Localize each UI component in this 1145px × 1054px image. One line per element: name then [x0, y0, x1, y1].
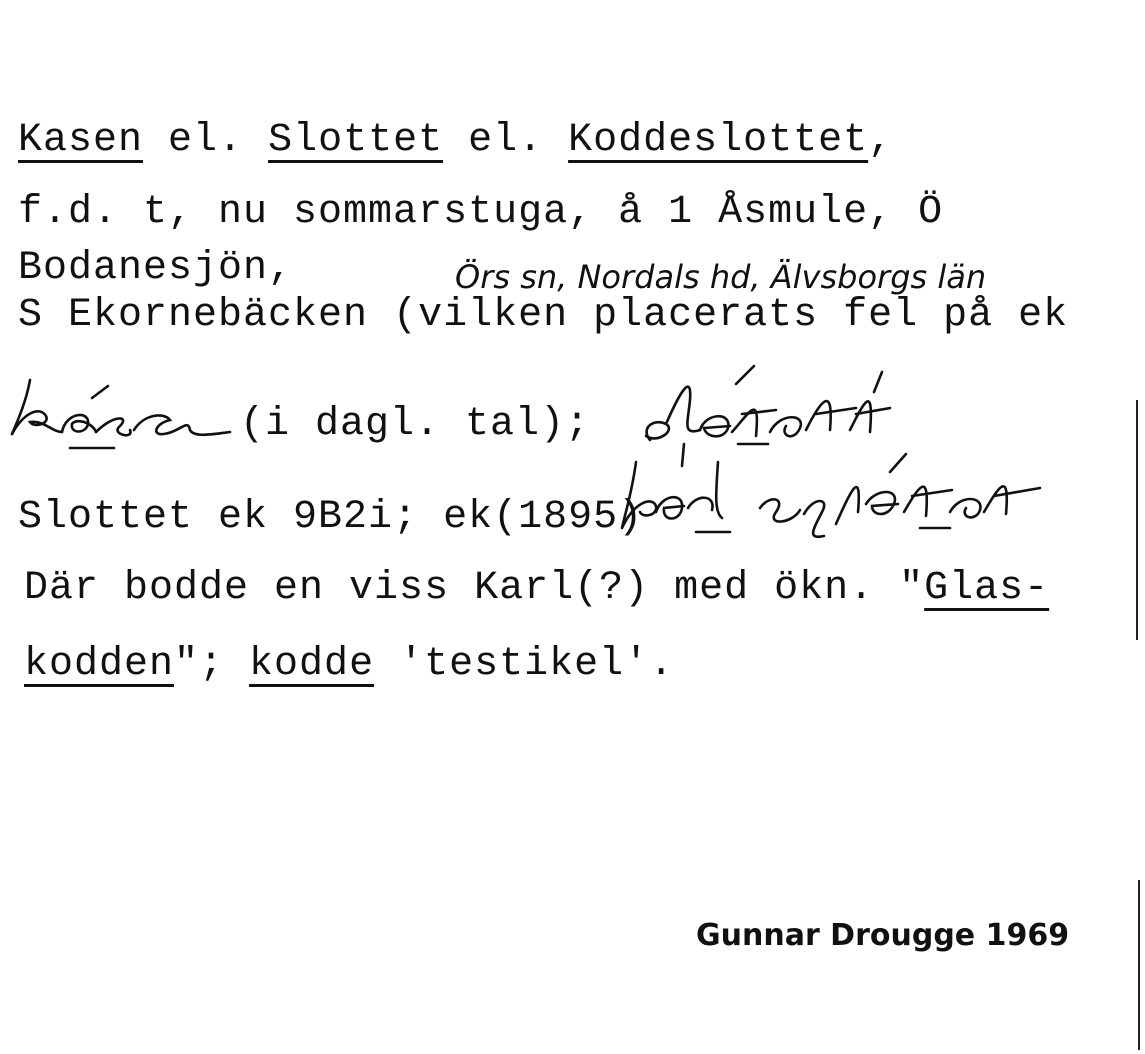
lake-line: Bodanesjön, — [18, 246, 294, 291]
description-line: f.d. t, nu sommarstuga, å 1 Åsmule, Ö — [18, 190, 944, 235]
name-kasen: Kasen — [18, 118, 144, 163]
scan-edge-line — [1136, 400, 1138, 640]
name-slottet: Slottet — [268, 118, 444, 163]
etymology-line: kodden"; kodde 'testikel'. — [24, 642, 675, 687]
place-names-line: Kasen el. Slottet el. Koddeslottet, — [18, 118, 894, 163]
word-kodde: kodde — [249, 642, 375, 687]
word-glas: Glas- — [924, 566, 1050, 611]
name-koddeslottet: Koddeslottet — [568, 118, 869, 163]
stream-line: S Ekornebäcken (vilken placerats fel på ek — [18, 293, 1069, 338]
location-stamp: Örs sn, Nordals hd, Älvsborgs län — [455, 258, 987, 296]
daily-speech-note: (i dagl. tal); — [240, 402, 591, 447]
handwritten-kasa — [4, 362, 244, 462]
handwritten-koddeslottat — [600, 432, 1060, 552]
map-reference-line: Slottet ek 9B2i; ek(1895) — [18, 495, 644, 540]
nickname-line: Där bodde en viss Karl(?) med ökn. "Glas- — [24, 566, 1050, 611]
scan-edge-line — [1138, 880, 1140, 1050]
collector-signature: Gunnar Drougge 1969 — [696, 918, 1070, 953]
word-kodden: kodden — [24, 642, 175, 687]
